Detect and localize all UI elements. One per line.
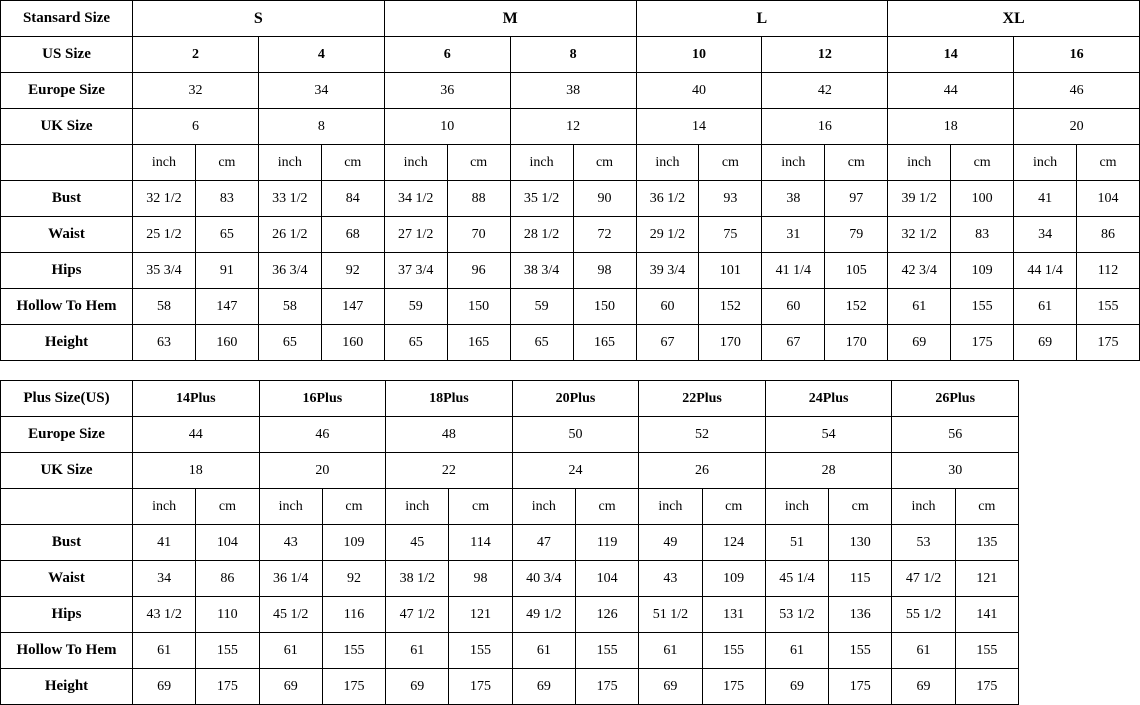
- plus-row-uk-size: [1, 453, 1019, 489]
- table-cell: inch: [512, 489, 575, 525]
- table-cell: 119: [575, 525, 638, 561]
- row-label-empty: [1, 489, 133, 525]
- table-cell: 36 3/4: [258, 253, 321, 289]
- table-cell: 79: [825, 217, 888, 253]
- plus-group-header-row: [1, 381, 1019, 417]
- table-cell: cm: [951, 145, 1014, 181]
- table-cell: inch: [259, 489, 322, 525]
- table-cell: 39 3/4: [636, 253, 699, 289]
- table-cell: 44: [133, 417, 260, 453]
- table-cell: 10: [384, 109, 510, 145]
- plus-row-height: [1, 669, 1019, 705]
- table-cell: 160: [321, 325, 384, 361]
- table-cell: 47: [512, 525, 575, 561]
- table-cell: cm: [955, 489, 1018, 525]
- table-cell: 98: [573, 253, 636, 289]
- table-cell: 69: [639, 669, 702, 705]
- table-cell: 121: [449, 597, 512, 633]
- row-label: US Size: [1, 37, 133, 73]
- group-header-xl: XL: [888, 1, 1140, 37]
- table-cell: 69: [133, 669, 196, 705]
- table-cell: 116: [322, 597, 385, 633]
- table-cell: 83: [951, 217, 1014, 253]
- table-cell: 61: [765, 633, 828, 669]
- table-cell: 43: [259, 525, 322, 561]
- table-cell: 61: [1014, 289, 1077, 325]
- table-cell: inch: [639, 489, 702, 525]
- table-cell: 35 1/2: [510, 181, 573, 217]
- table-cell: 67: [636, 325, 699, 361]
- table-cell: 86: [196, 561, 259, 597]
- standard-row-waist: [1, 217, 1140, 253]
- standard-row-us-size: [1, 37, 1140, 73]
- table-cell: 83: [195, 181, 258, 217]
- table-cell: 70: [447, 217, 510, 253]
- table-cell: 39 1/2: [888, 181, 951, 217]
- table-cell: 61: [892, 633, 955, 669]
- table-cell: 114: [449, 525, 512, 561]
- table-cell: 175: [196, 669, 259, 705]
- table-cell: inch: [762, 145, 825, 181]
- table-cell: 155: [702, 633, 765, 669]
- table-cell: 20: [1014, 109, 1140, 145]
- table-cell: 155: [575, 633, 638, 669]
- table-cell: cm: [825, 145, 888, 181]
- table-cell: 20: [259, 453, 386, 489]
- row-label: Hollow To Hem: [1, 289, 133, 325]
- table-cell: 175: [1077, 325, 1140, 361]
- table-cell: 135: [955, 525, 1018, 561]
- table-cell: 69: [1014, 325, 1077, 361]
- table-cell: cm: [702, 489, 765, 525]
- table-cell: inch: [384, 145, 447, 181]
- table-cell: 59: [384, 289, 447, 325]
- plus-size-table: [0, 380, 1019, 705]
- table-cell: 104: [196, 525, 259, 561]
- table-cell: 92: [322, 561, 385, 597]
- table-cell: 45: [386, 525, 449, 561]
- table-cell: 24: [512, 453, 639, 489]
- table-cell: 44 1/4: [1014, 253, 1077, 289]
- table-cell: 109: [951, 253, 1014, 289]
- table-cell: 53 1/2: [765, 597, 828, 633]
- row-label: Hips: [1, 253, 133, 289]
- table-cell: 43: [639, 561, 702, 597]
- table-cell: 43 1/2: [133, 597, 196, 633]
- table-cell: 49: [639, 525, 702, 561]
- standard-row-bust: [1, 181, 1140, 217]
- table-cell: 109: [702, 561, 765, 597]
- table-cell: 46: [1014, 73, 1140, 109]
- row-label-empty: [1, 145, 133, 181]
- table-cell: 16: [762, 109, 888, 145]
- table-cell: cm: [322, 489, 385, 525]
- table-cell: 155: [951, 289, 1014, 325]
- group-header-20plus: 20Plus: [512, 381, 639, 417]
- table-cell: 31: [762, 217, 825, 253]
- table-cell: 155: [196, 633, 259, 669]
- table-cell: 98: [449, 561, 512, 597]
- table-cell: 16: [1014, 37, 1140, 73]
- table-cell: 34 1/2: [384, 181, 447, 217]
- plus-row-hips: [1, 597, 1019, 633]
- table-cell: cm: [573, 145, 636, 181]
- table-cell: 38: [762, 181, 825, 217]
- table-cell: 150: [447, 289, 510, 325]
- row-label: UK Size: [1, 109, 133, 145]
- table-cell: 124: [702, 525, 765, 561]
- table-cell: 175: [702, 669, 765, 705]
- table-cell: inch: [386, 489, 449, 525]
- table-cell: 51 1/2: [639, 597, 702, 633]
- row-label: Europe Size: [1, 417, 133, 453]
- table-cell: 36 1/4: [259, 561, 322, 597]
- table-cell: 63: [133, 325, 196, 361]
- group-header-s: S: [133, 1, 385, 37]
- table-cell: 44: [888, 73, 1014, 109]
- plus-row-waist: [1, 561, 1019, 597]
- table-cell: inch: [133, 145, 196, 181]
- table-cell: cm: [447, 145, 510, 181]
- row-label: Waist: [1, 561, 133, 597]
- group-header-16plus: 16Plus: [259, 381, 386, 417]
- table-cell: 115: [829, 561, 892, 597]
- group-header-26plus: 26Plus: [892, 381, 1019, 417]
- table-cell: 32 1/2: [888, 217, 951, 253]
- standard-row-height: [1, 325, 1140, 361]
- table-cell: 93: [699, 181, 762, 217]
- table-cell: 6: [133, 109, 259, 145]
- table-cell: 90: [573, 181, 636, 217]
- table-cell: 8: [510, 37, 636, 73]
- table-cell: 59: [510, 289, 573, 325]
- table-cell: 110: [196, 597, 259, 633]
- table-cell: 69: [259, 669, 322, 705]
- plus-row-europe-size: [1, 417, 1019, 453]
- table-cell: 65: [384, 325, 447, 361]
- plus-row-hollow-to-hem: [1, 633, 1019, 669]
- table-cell: inch: [892, 489, 955, 525]
- table-cell: 72: [573, 217, 636, 253]
- table-cell: inch: [636, 145, 699, 181]
- table-cell: 42 3/4: [888, 253, 951, 289]
- standard-group-header-row: [1, 1, 1140, 37]
- standard-row-europe-size: [1, 73, 1140, 109]
- table-cell: 60: [762, 289, 825, 325]
- table-cell: 69: [386, 669, 449, 705]
- table-cell: inch: [765, 489, 828, 525]
- table-cell: 46: [259, 417, 386, 453]
- table-cell: 175: [829, 669, 892, 705]
- table-cell: 61: [888, 289, 951, 325]
- table-cell: 147: [321, 289, 384, 325]
- table-cell: 10: [636, 37, 762, 73]
- table-cell: 175: [449, 669, 512, 705]
- standard-size-table-body: [1, 1, 1140, 361]
- table-cell: 165: [447, 325, 510, 361]
- plus-table-title: Plus Size(US): [1, 381, 133, 417]
- table-cell: 155: [1077, 289, 1140, 325]
- table-cell: 34: [258, 73, 384, 109]
- table-cell: 147: [195, 289, 258, 325]
- table-cell: 86: [1077, 217, 1140, 253]
- table-cell: 45 1/2: [259, 597, 322, 633]
- table-cell: 165: [573, 325, 636, 361]
- table-cell: 61: [639, 633, 702, 669]
- table-cell: cm: [321, 145, 384, 181]
- table-cell: 56: [892, 417, 1019, 453]
- table-cell: 160: [195, 325, 258, 361]
- table-cell: 150: [573, 289, 636, 325]
- table-cell: 65: [510, 325, 573, 361]
- table-cell: 175: [955, 669, 1018, 705]
- group-header-18plus: 18Plus: [386, 381, 513, 417]
- table-cell: 69: [512, 669, 575, 705]
- table-cell: 2: [133, 37, 259, 73]
- table-cell: 61: [133, 633, 196, 669]
- table-cell: 175: [575, 669, 638, 705]
- table-cell: 126: [575, 597, 638, 633]
- table-cell: 61: [259, 633, 322, 669]
- table-cell: 35 3/4: [133, 253, 196, 289]
- group-header-14plus: 14Plus: [133, 381, 260, 417]
- standard-row-hips: [1, 253, 1140, 289]
- table-cell: 12: [510, 109, 636, 145]
- table-cell: 52: [639, 417, 766, 453]
- table-cell: 109: [322, 525, 385, 561]
- table-cell: 104: [575, 561, 638, 597]
- table-cell: 40: [636, 73, 762, 109]
- table-cell: 47 1/2: [386, 597, 449, 633]
- table-cell: 6: [384, 37, 510, 73]
- group-header-m: M: [384, 1, 636, 37]
- table-cell: 155: [449, 633, 512, 669]
- table-cell: inch: [510, 145, 573, 181]
- table-cell: 32 1/2: [133, 181, 196, 217]
- table-cell: 34: [1014, 217, 1077, 253]
- table-cell: 58: [133, 289, 196, 325]
- table-cell: 69: [888, 325, 951, 361]
- table-cell: 170: [699, 325, 762, 361]
- table-cell: 47 1/2: [892, 561, 955, 597]
- table-cell: 65: [195, 217, 258, 253]
- table-cell: 45 1/4: [765, 561, 828, 597]
- group-header-l: L: [636, 1, 888, 37]
- table-cell: 53: [892, 525, 955, 561]
- table-cell: 14: [888, 37, 1014, 73]
- table-cell: 69: [892, 669, 955, 705]
- plus-row-bust: [1, 525, 1019, 561]
- table-cell: 32: [133, 73, 259, 109]
- table-cell: 50: [512, 417, 639, 453]
- table-cell: 155: [829, 633, 892, 669]
- table-cell: 18: [133, 453, 260, 489]
- table-cell: 112: [1077, 253, 1140, 289]
- table-cell: cm: [575, 489, 638, 525]
- table-cell: 38 3/4: [510, 253, 573, 289]
- table-cell: 49 1/2: [512, 597, 575, 633]
- table-cell: 88: [447, 181, 510, 217]
- table-cell: 175: [951, 325, 1014, 361]
- row-label: Hollow To Hem: [1, 633, 133, 669]
- table-cell: 55 1/2: [892, 597, 955, 633]
- table-cell: 155: [955, 633, 1018, 669]
- table-cell: 60: [636, 289, 699, 325]
- table-cell: 68: [321, 217, 384, 253]
- table-cell: 14: [636, 109, 762, 145]
- row-label: Height: [1, 669, 133, 705]
- table-cell: 92: [321, 253, 384, 289]
- table-cell: 48: [386, 417, 513, 453]
- standard-row-hollow-to-hem: [1, 289, 1140, 325]
- table-cell: 12: [762, 37, 888, 73]
- row-label: Bust: [1, 525, 133, 561]
- row-label: Height: [1, 325, 133, 361]
- table-cell: cm: [829, 489, 892, 525]
- table-cell: 130: [829, 525, 892, 561]
- table-cell: 141: [955, 597, 1018, 633]
- table-cell: 8: [258, 109, 384, 145]
- table-cell: 170: [825, 325, 888, 361]
- table-cell: 155: [322, 633, 385, 669]
- table-cell: cm: [449, 489, 512, 525]
- table-cell: 26 1/2: [258, 217, 321, 253]
- plus-size-table-body: [1, 381, 1019, 705]
- table-cell: 25 1/2: [133, 217, 196, 253]
- table-cell: 131: [702, 597, 765, 633]
- table-cell: 65: [258, 325, 321, 361]
- table-cell: 42: [762, 73, 888, 109]
- table-cell: 61: [512, 633, 575, 669]
- table-cell: 101: [699, 253, 762, 289]
- row-label: Hips: [1, 597, 133, 633]
- table-cell: 152: [825, 289, 888, 325]
- table-cell: 4: [258, 37, 384, 73]
- standard-row-units: [1, 145, 1140, 181]
- table-cell: 121: [955, 561, 1018, 597]
- table-cell: 100: [951, 181, 1014, 217]
- table-cell: 38: [510, 73, 636, 109]
- table-cell: 41: [1014, 181, 1077, 217]
- table-cell: 41 1/4: [762, 253, 825, 289]
- table-cell: cm: [195, 145, 258, 181]
- row-label: Waist: [1, 217, 133, 253]
- standard-table-title: Stansard Size: [1, 1, 133, 37]
- table-cell: 105: [825, 253, 888, 289]
- table-cell: 37 3/4: [384, 253, 447, 289]
- table-cell: 30: [892, 453, 1019, 489]
- table-cell: cm: [1077, 145, 1140, 181]
- table-cell: 22: [386, 453, 513, 489]
- table-cell: 54: [765, 417, 892, 453]
- table-cell: 84: [321, 181, 384, 217]
- table-cell: inch: [1014, 145, 1077, 181]
- table-cell: 91: [195, 253, 258, 289]
- table-cell: inch: [133, 489, 196, 525]
- table-cell: 34: [133, 561, 196, 597]
- group-header-24plus: 24Plus: [765, 381, 892, 417]
- table-cell: 28: [765, 453, 892, 489]
- table-cell: 18: [888, 109, 1014, 145]
- row-label: Europe Size: [1, 73, 133, 109]
- table-cell: 61: [386, 633, 449, 669]
- table-cell: 51: [765, 525, 828, 561]
- table-cell: 26: [639, 453, 766, 489]
- table-cell: 97: [825, 181, 888, 217]
- table-cell: 27 1/2: [384, 217, 447, 253]
- standard-row-uk-size: [1, 109, 1140, 145]
- table-cell: 28 1/2: [510, 217, 573, 253]
- table-cell: 67: [762, 325, 825, 361]
- table-cell: 152: [699, 289, 762, 325]
- table-cell: 38 1/2: [386, 561, 449, 597]
- group-header-22plus: 22Plus: [639, 381, 766, 417]
- table-cell: 36 1/2: [636, 181, 699, 217]
- table-cell: 75: [699, 217, 762, 253]
- table-cell: 36: [384, 73, 510, 109]
- table-cell: cm: [699, 145, 762, 181]
- table-cell: 136: [829, 597, 892, 633]
- table-cell: inch: [888, 145, 951, 181]
- table-cell: 41: [133, 525, 196, 561]
- table-cell: inch: [258, 145, 321, 181]
- table-cell: 69: [765, 669, 828, 705]
- table-cell: cm: [196, 489, 259, 525]
- plus-row-units: [1, 489, 1019, 525]
- table-cell: 175: [322, 669, 385, 705]
- table-cell: 58: [258, 289, 321, 325]
- row-label: UK Size: [1, 453, 133, 489]
- table-cell: 104: [1077, 181, 1140, 217]
- table-cell: 96: [447, 253, 510, 289]
- table-cell: 29 1/2: [636, 217, 699, 253]
- row-label: Bust: [1, 181, 133, 217]
- table-cell: 33 1/2: [258, 181, 321, 217]
- table-cell: 40 3/4: [512, 561, 575, 597]
